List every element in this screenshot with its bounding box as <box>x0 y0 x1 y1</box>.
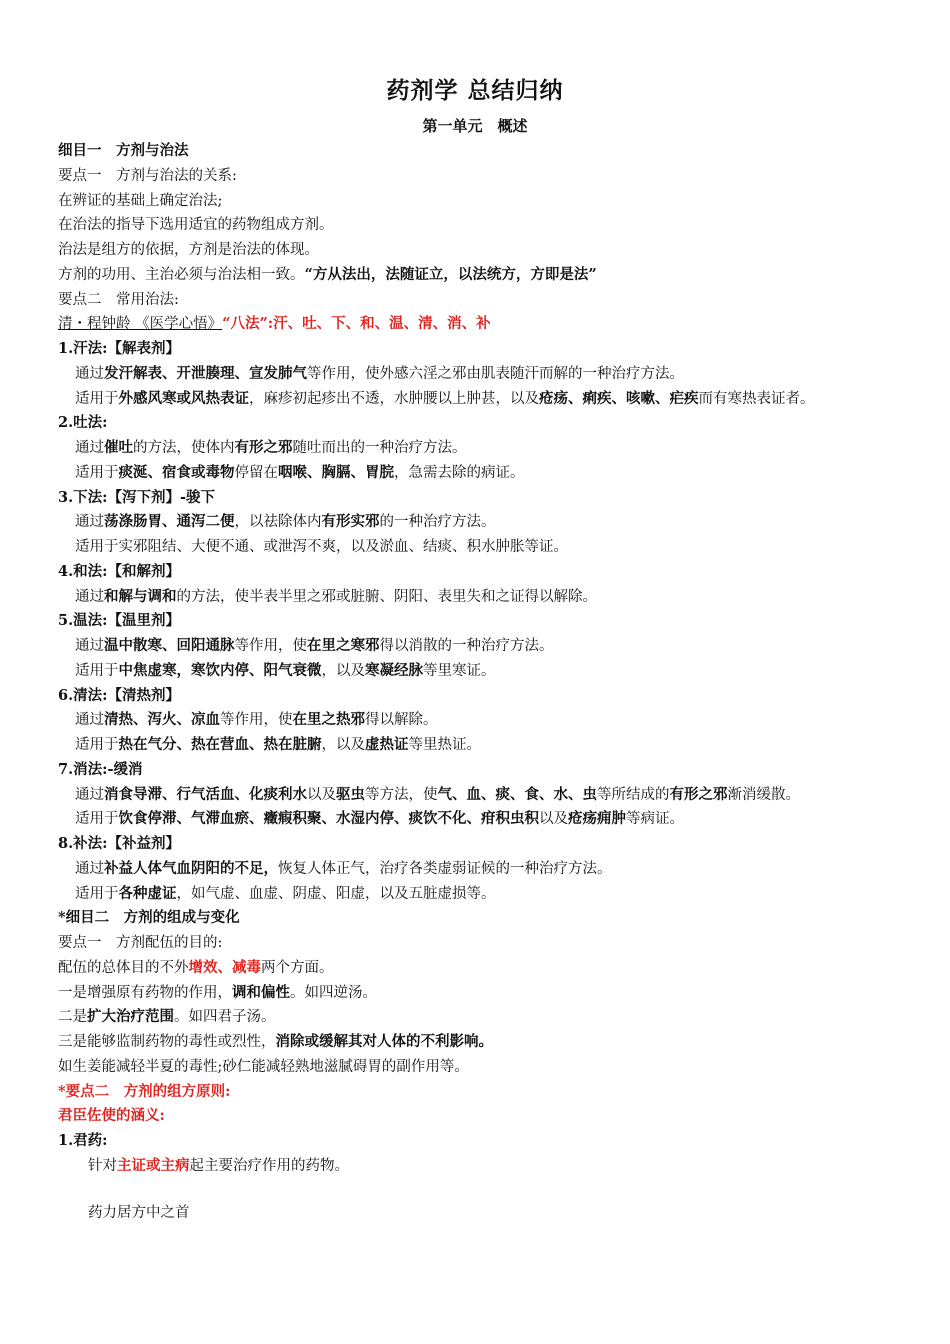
method-1-usage: 适用于外感风寒或风热表证，麻疹初起疹出不透，水肿腰以上肿甚，以及疮疡、痢疾、咳嗽、疟疾而有寒热表证者。 <box>75 389 815 407</box>
method-8-usage: 适用于各种虚证，如气虚、血虚、阴虚、阳虚，以及五脏虚损等。 <box>75 884 496 902</box>
key-point-2: 要点二 常用治法: <box>58 291 179 308</box>
key-point-2: *要点二 方剂的组方原则: <box>58 1082 231 1100</box>
section-heading-2: *细目二 方剂的组成与变化 <box>58 909 240 927</box>
section-heading-1: 细目一 方剂与治法 <box>58 142 189 159</box>
method-6-desc: 通过清热、泻火、凉血等作用，使在里之热邪得以解除。 <box>75 711 438 729</box>
method-3-usage: 适用于实邪阻结、大便不通、或泄泻不爽，以及淤血、结痰、积水肿胀等证。 <box>75 539 568 555</box>
method-heading-8: 8.补法:【补益剂】 <box>58 835 180 852</box>
method-6-usage: 适用于热在气分、热在营血、热在脏腑，以及虚热证等里热证。 <box>75 736 481 753</box>
method-heading-7: 7.消法:-缓消 <box>58 760 143 778</box>
method-7-usage: 适用于饮食停滞、气滞血瘀、癥瘕积聚、水湿内停、痰饮不化、疳积虫积以及疮疡痈肿等病证。 <box>75 810 684 828</box>
method-8-desc: 通过补益人体气血阴阳的不足，恢复人体正气，治疗各类虚弱证候的一种治疗方法。 <box>75 859 612 877</box>
jun-note: 药力居方中之首 <box>88 1204 190 1221</box>
key-point-1: 要点一 方剂配伍的目的: <box>58 935 223 951</box>
paragraph-line: 配伍的总体目的不外增效、减毒两个方面。 <box>58 958 334 976</box>
paragraph-line: 一是增强原有药物的作用，调和偏性。如四逆汤。 <box>58 983 377 1001</box>
source-line <box>58 312 898 337</box>
document-body <box>58 139 898 1225</box>
subheading: 君臣佐使的涵义: <box>58 1107 165 1125</box>
method-2-usage: 适用于痰涎、宿食或毒物停留在咽喉、胸膈、胃脘，急需去除的病证。 <box>75 463 525 481</box>
paragraph-line: 方剂的功用、主治必须与治法相一致。“方从法出，法随证立，以法统方，方即是法” <box>58 265 597 283</box>
eight-methods: “八法”:汗、吐、下、和、温、清、消、补 <box>222 315 491 333</box>
paragraph-line: 在辨证的基础上确定治法; <box>58 192 223 209</box>
method-heading-3: 3.下法:【泻下剂】-骏下 <box>58 488 216 506</box>
method-2-desc: 通过催吐的方法，使体内有形之邪随吐而出的一种治疗方法。 <box>75 439 467 456</box>
paragraph-line: 治法是组方的依据，方剂是治法的体现。 <box>58 242 319 258</box>
method-3-desc: 通过荡涤肠胃、通泻二便，以祛除体内有形实邪的一种治疗方法。 <box>75 513 496 531</box>
method-5-usage: 适用于中焦虚寒，寒饮内停、阳气衰微，以及寒凝经脉等里寒证。 <box>75 661 496 679</box>
paragraph-line: 二是扩大治疗范围。如四君子汤。 <box>58 1008 276 1026</box>
method-heading-6: 6.清法:【清热剂】 <box>58 686 180 704</box>
jun-desc: 针对主证或主病起主要治疗作用的药物。 <box>88 1156 349 1174</box>
method-heading-5: 5.温法:【温里剂】 <box>58 612 180 630</box>
method-4-desc: 通过和解与调和的方法，使半表半里之邪或脏腑、阴阳、表里失和之证得以解除。 <box>75 587 597 605</box>
method-heading-4: 4.和法:【和解剂】 <box>58 562 180 580</box>
page-title: 药剂学 总结归纳 <box>386 77 564 104</box>
method-1-desc: 通过发汗解表、开泄腠理、宣发肺气等作用，使外感六淫之邪由肌表随汗而解的一种治疗方法。 <box>75 364 684 382</box>
key-point-1: 要点一 方剂与治法的关系: <box>58 167 237 184</box>
method-5-desc: 通过温中散寒、回阳通脉等作用，使在里之寒邪得以消散的一种治疗方法。 <box>75 637 554 654</box>
paragraph-line: 如生姜能减轻半夏的毒性;砂仁能减轻熟地滋腻碍胃的副作用等。 <box>58 1058 469 1075</box>
method-heading-2: 2.吐法: <box>58 414 108 432</box>
source-citation: 清・程钟龄 《医学心悟》 <box>58 316 223 333</box>
method-7-desc: 通过消食导滞、行气活血、化痰利水以及驱虫等方法，使气、血、痰、食、水、虫等所结成的有形之邪渐消缓散。 <box>75 785 800 803</box>
paragraph-line: 在治法的指导下选用适宜的药物组成方剂。 <box>58 217 334 234</box>
spacer <box>58 1179 898 1201</box>
paragraph-line: 三是能够监制药物的毒性或烈性，消除或缓解其对人体的不利影响。 <box>58 1033 493 1050</box>
unit-title: 第一单元 概述 <box>422 117 528 135</box>
method-heading-1: 1.汗法:【解表剂】 <box>58 340 180 357</box>
jun-heading: 1.君药: <box>58 1132 108 1149</box>
